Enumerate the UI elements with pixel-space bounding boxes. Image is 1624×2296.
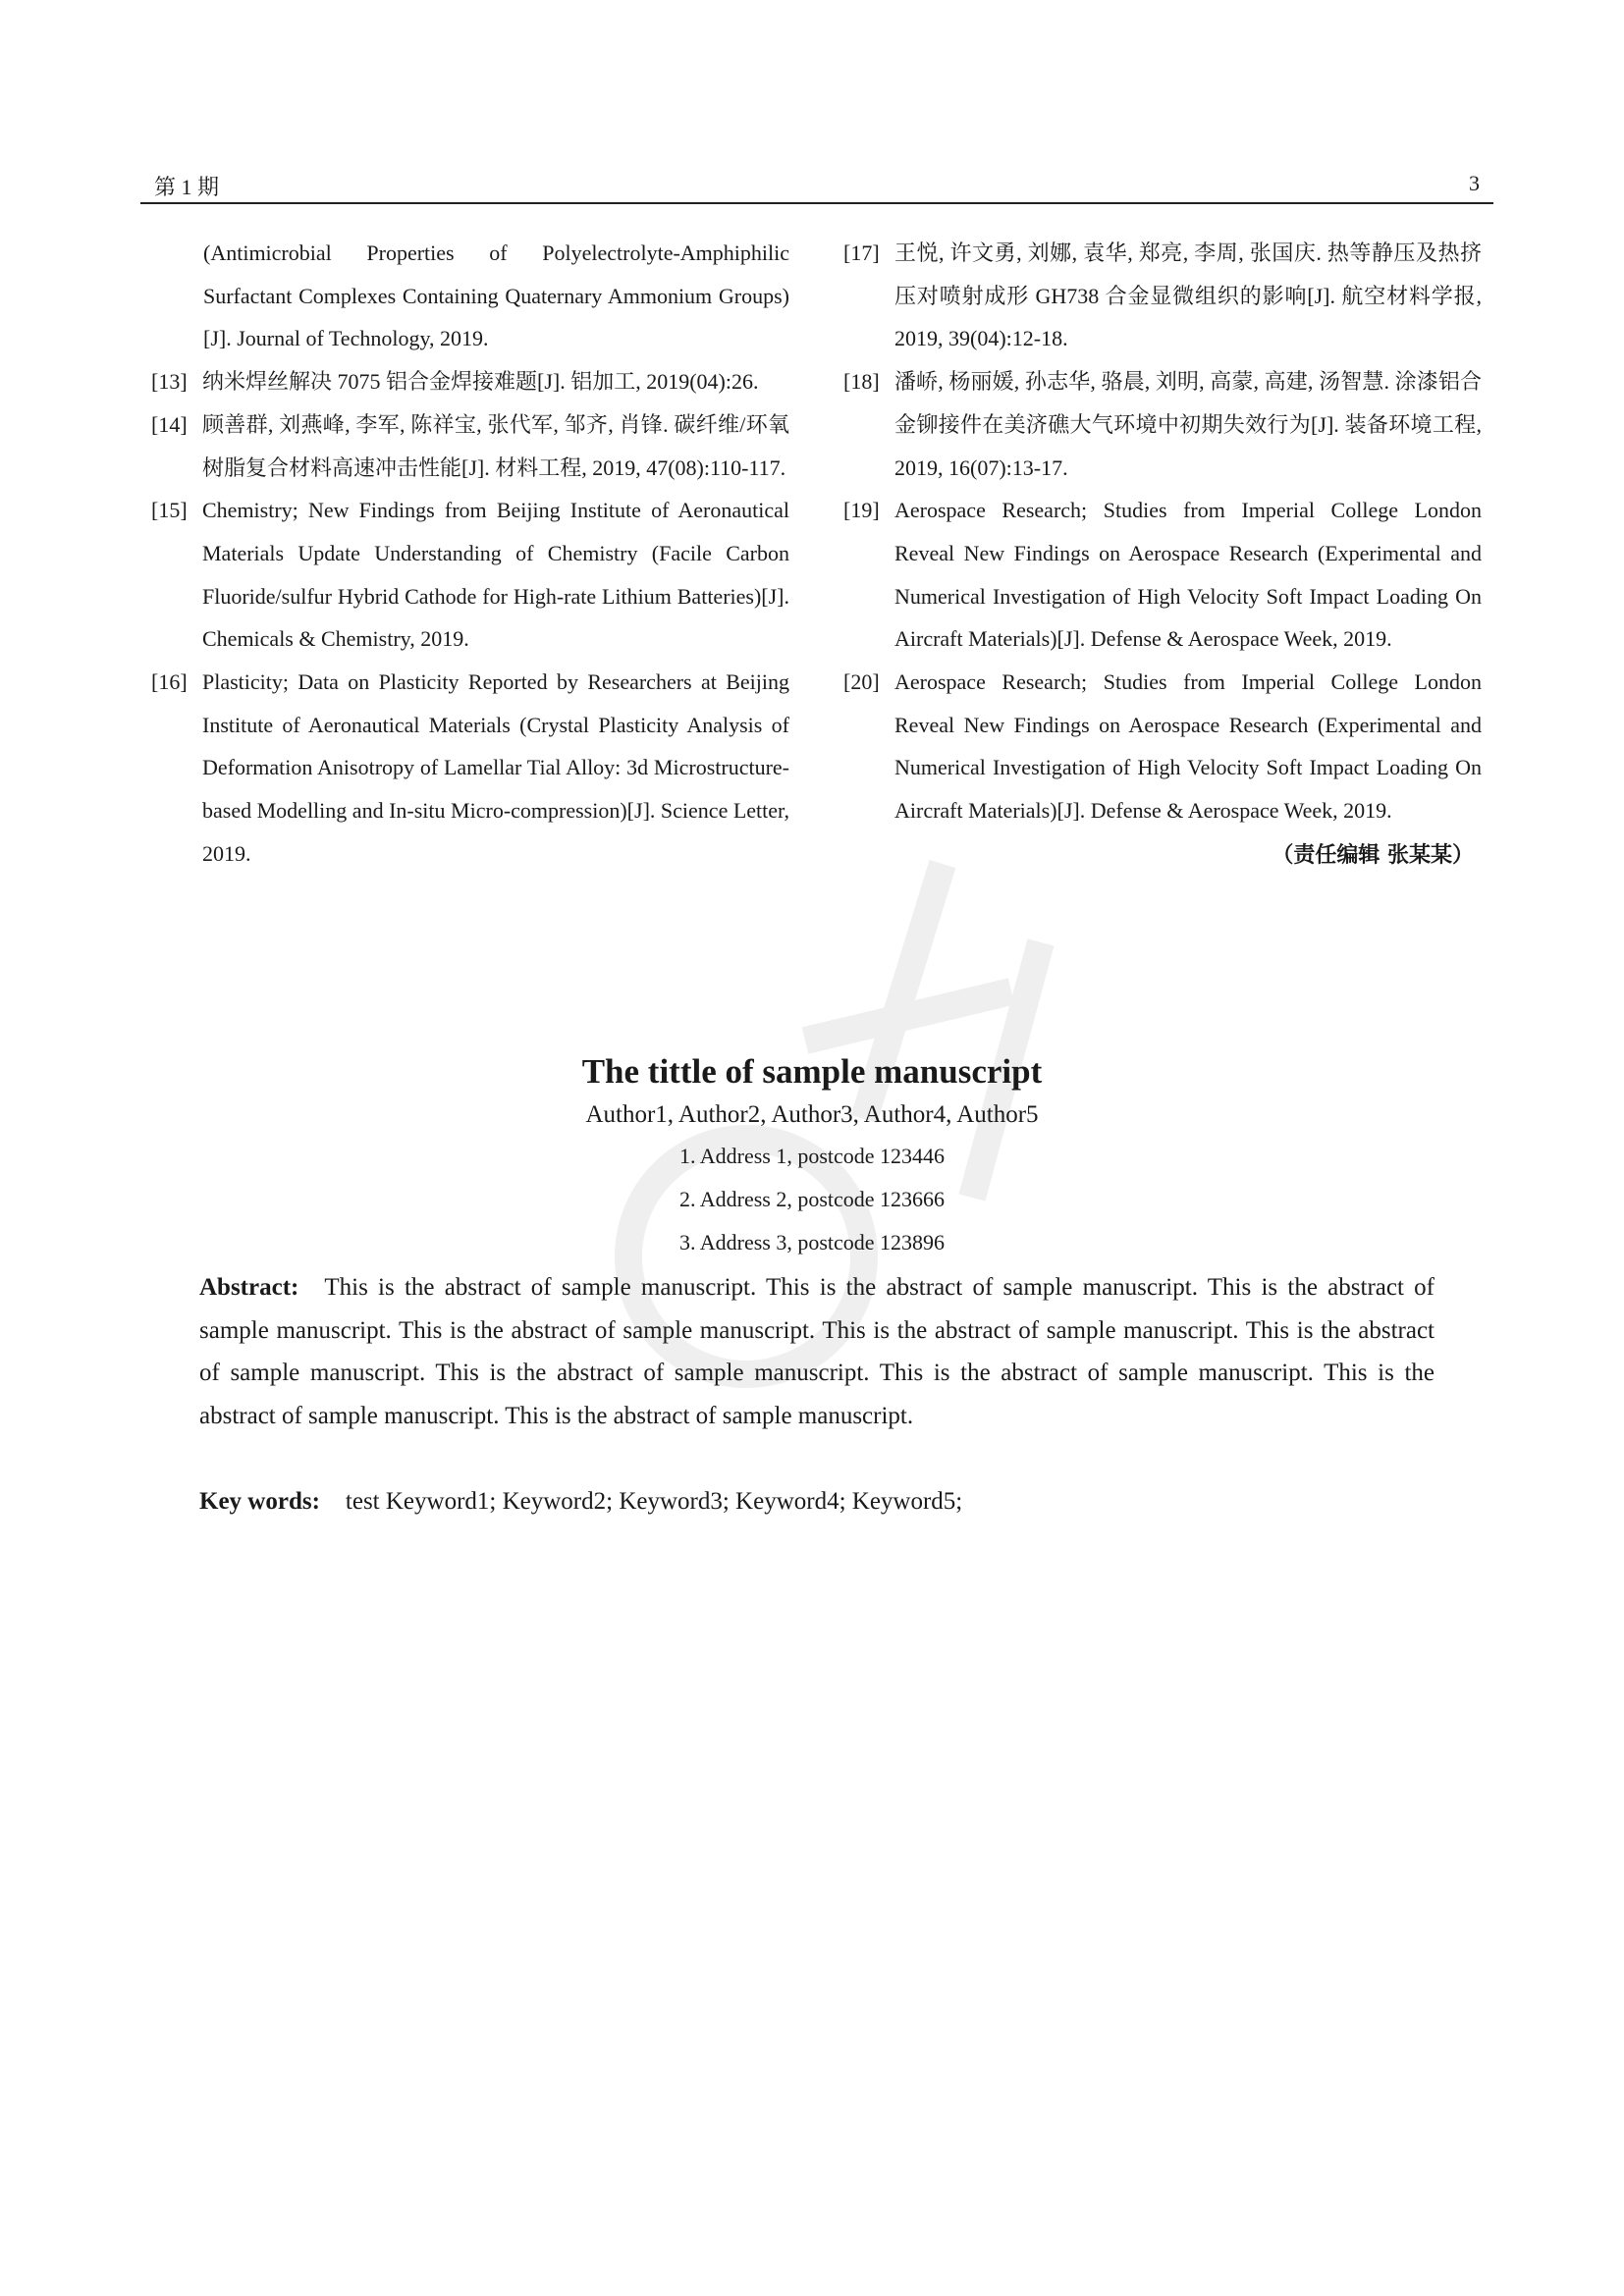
reference-text: 王悦, 许文勇, 刘娜, 袁华, 郑亮, 李周, 张国庆. 热等静压及热挤压对喷射成形 GH738 合金显微组织的影响[J]. 航空材料学报, 2019, 39(04):12-18. bbox=[894, 240, 1482, 351]
address-line: 1. Address 1, postcode 123446 bbox=[678, 1144, 946, 1168]
reference-text: Aerospace Research; Studies from Imperial College London Reveal New Findings on Aerospace Research (Experimental and Numerical Investigation of High Velocity Soft Impact Loading On Aircraft Materials)[J]. Defense & Aerospace Week, 2019. bbox=[894, 498, 1482, 652]
reference-item bbox=[151, 232, 789, 360]
manuscript-title: The tittle of sample manuscript bbox=[581, 1052, 1043, 1091]
keywords-label: Key words: bbox=[199, 1488, 320, 1515]
reference-number: [13] bbox=[151, 369, 188, 395]
reference-item bbox=[843, 661, 1482, 832]
issue-label: 第 1 期 bbox=[154, 175, 220, 199]
reference-number: [17] bbox=[843, 240, 880, 265]
reference-text: 潘峤, 杨丽媛, 孙志华, 骆晨, 刘明, 高蒙, 高建, 汤智慧. 涂漆铝合金铆接件在美济礁大气环境中初期失效行为[J]. 装备环境工程, 2019, 16(07):13-17. bbox=[894, 369, 1482, 480]
reference-text: Aerospace Research; Studies from Imperial College London Reveal New Findings on Aerospace Research (Experimental and Numerical Investigation of High Velocity Soft Impact Loading On Aircraft Materials)[J]. Defense & Aerospace Week, 2019. bbox=[894, 669, 1482, 824]
reference-text: Plasticity; Data on Plasticity Reported by Researchers at Beijing Institute of Aeronautical Materials (Crystal Plasticity Analysis of Deformation Anisotropy of Lamellar Tial Alloy: 3d Microstructure-based Modelling and In-situ Micro-compression)[J]. Science Letter, 2019. bbox=[202, 669, 789, 866]
reference-item bbox=[843, 489, 1482, 661]
reference-item bbox=[843, 360, 1482, 489]
address-line: 3. Address 3, postcode 123896 bbox=[678, 1230, 946, 1255]
editor-note: （责任编辑 张某某） bbox=[1272, 842, 1474, 868]
reference-number: [14] bbox=[151, 411, 188, 437]
reference-text: Chemistry; New Findings from Beijing Institute of Aeronautical Materials Update Understanding of Chemistry (Facile Carbon Fluoride/sulfur Hybrid Cathode for High-rate Lithium Batteries)[J]. Chemicals & Chemistry, 2019. bbox=[202, 498, 789, 652]
reference-text: 顾善群, 刘燕峰, 李军, 陈祥宝, 张代军, 邹齐, 肖锋. 碳纤维/环氧树脂复合材料高速冲击性能[J]. 材料工程, 2019, 47(08):110-117. bbox=[202, 411, 789, 480]
abstract-label: Abstract: bbox=[199, 1274, 299, 1301]
reference-item bbox=[151, 360, 789, 403]
author-list: Author1, Author2, Author3, Author4, Author5 bbox=[585, 1101, 1039, 1128]
reference-text: (Antimicrobial Properties of Polyelectrolyte-Amphiphilic Surfactant Complexes Containing Quaternary Ammonium Groups)[J]. Journal of Technology, 2019. bbox=[203, 240, 789, 351]
running-header bbox=[140, 169, 1493, 204]
reference-item bbox=[151, 489, 789, 661]
references-column-right bbox=[843, 232, 1482, 878]
reference-number: [19] bbox=[843, 498, 880, 523]
reference-item bbox=[151, 661, 789, 876]
page-number: 3 bbox=[1469, 171, 1480, 195]
reference-number: [16] bbox=[151, 669, 188, 695]
reference-number: [15] bbox=[151, 498, 188, 523]
abstract-block bbox=[199, 1266, 1435, 1438]
reference-item bbox=[151, 403, 789, 489]
reference-number: [18] bbox=[843, 369, 880, 395]
reference-item bbox=[843, 232, 1482, 360]
abstract-text: This is the abstract of sample manuscript. This is the abstract of sample manuscript. This is the abstract of sample manuscript. This is the abstract of sample manuscript. This is the abstract of sample manuscript. This is the abstract of sample manuscript. This is the abstract of sample manuscript. This is the abstract of sample manuscript. This is the abstract of sample manuscript. This is the abstract of sample manuscript. bbox=[199, 1274, 1435, 1430]
reference-text: 纳米焊丝解决 7075 铝合金焊接难题[J]. 铝加工, 2019(04):26. bbox=[202, 369, 759, 395]
references-column-left bbox=[151, 232, 789, 876]
address-line: 2. Address 2, postcode 123666 bbox=[678, 1187, 946, 1211]
keywords-text: test Keyword1; Keyword2; Keyword3; Keyword4; Keyword5; bbox=[345, 1488, 963, 1515]
manuscript-header bbox=[0, 1048, 1624, 1264]
reference-number: [20] bbox=[843, 669, 880, 695]
keywords-block bbox=[199, 1480, 1435, 1523]
